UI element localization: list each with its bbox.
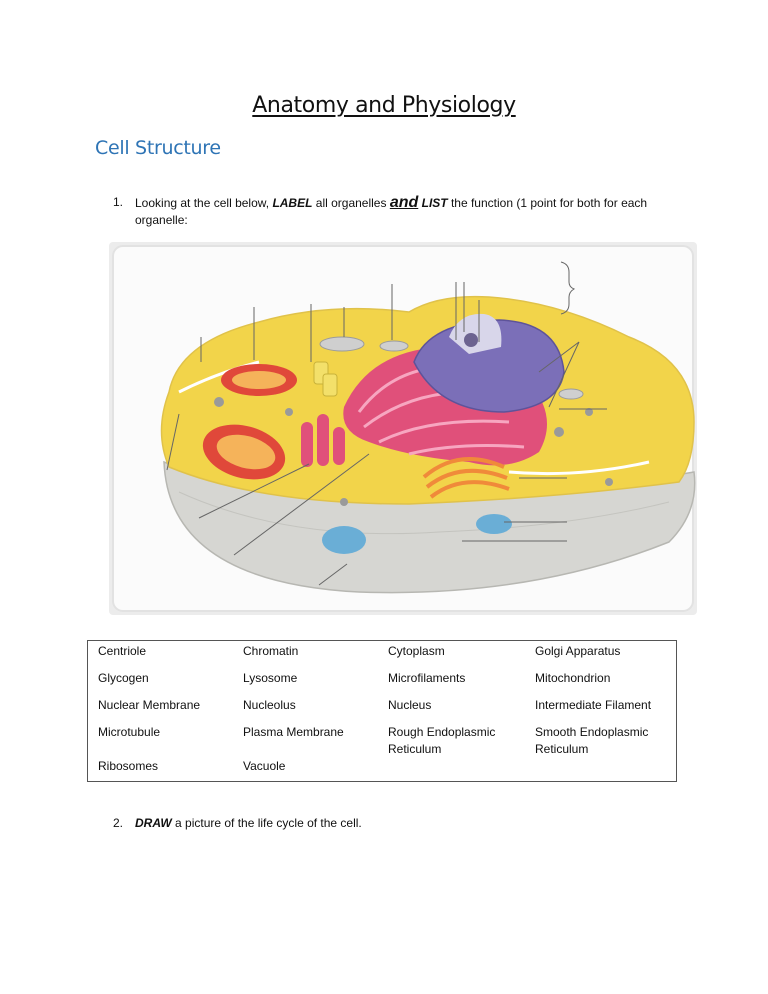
question-1: [113, 194, 693, 234]
cell-diagram: [109, 242, 697, 615]
word-bank-cell: Microtubule: [98, 725, 161, 739]
question-2-number: 2.: [113, 816, 124, 830]
word-bank-cell: Intermediate Filament: [535, 698, 652, 712]
question-1-part1: Looking at the cell below,: [135, 196, 273, 210]
word-bank-cell: Rough Endoplasmic Reticulum: [388, 725, 496, 756]
word-bank-cell: Centriole: [98, 644, 147, 658]
word-bank-cell: Nuclear Membrane: [98, 698, 201, 712]
word-bank-cell: Nucleolus: [243, 698, 296, 712]
word-bank-cell: Nucleus: [388, 698, 432, 712]
word-bank-cell: Plasma Membrane: [243, 725, 344, 739]
question-2-rest: a picture of the life cycle of the cell.: [171, 816, 362, 830]
question-1-part3: the function (1 point for both for each organelle:: [135, 196, 648, 227]
word-bank-table: [87, 640, 677, 782]
draw-keyword: DRAW: [135, 816, 172, 830]
page-title: Anatomy and Physiology: [252, 93, 516, 118]
question-1-part2: all organelles: [312, 196, 390, 210]
vesicle-cup-1: [320, 337, 364, 351]
nucleolus: [464, 333, 478, 347]
vesicle-cup-2: [380, 341, 408, 351]
vacuole: [322, 526, 366, 554]
question-1-number: 1.: [113, 195, 124, 209]
list-keyword: LIST: [421, 196, 448, 210]
word-bank-cell: Golgi Apparatus: [535, 644, 621, 658]
word-bank-cell: Chromatin: [243, 644, 299, 658]
question-2: [113, 815, 693, 835]
and-keyword: and: [389, 194, 419, 211]
word-bank-cell: Ribosomes: [98, 759, 159, 773]
vacuole-2: [476, 514, 512, 534]
word-bank-cell: Lysosome: [243, 671, 298, 685]
word-bank-cell: Cytoplasm: [388, 644, 445, 658]
cell-diagram-svg: [109, 242, 697, 615]
word-bank-cell: Glycogen: [98, 671, 149, 685]
section-heading: Cell Structure: [95, 137, 221, 159]
vesicle-cup-3: [559, 389, 583, 399]
word-bank-cell: Smooth Endoplasmic Reticulum: [535, 725, 649, 756]
mitochondrion-2: [221, 364, 297, 396]
word-bank-cell: Mitochondrion: [535, 671, 611, 685]
question-2-text: [135, 815, 362, 832]
question-1-text: [135, 194, 685, 229]
word-bank-cell: Microfilaments: [388, 671, 466, 685]
label-keyword: LABEL: [272, 196, 313, 210]
word-bank-cell: Vacuole: [243, 759, 286, 773]
